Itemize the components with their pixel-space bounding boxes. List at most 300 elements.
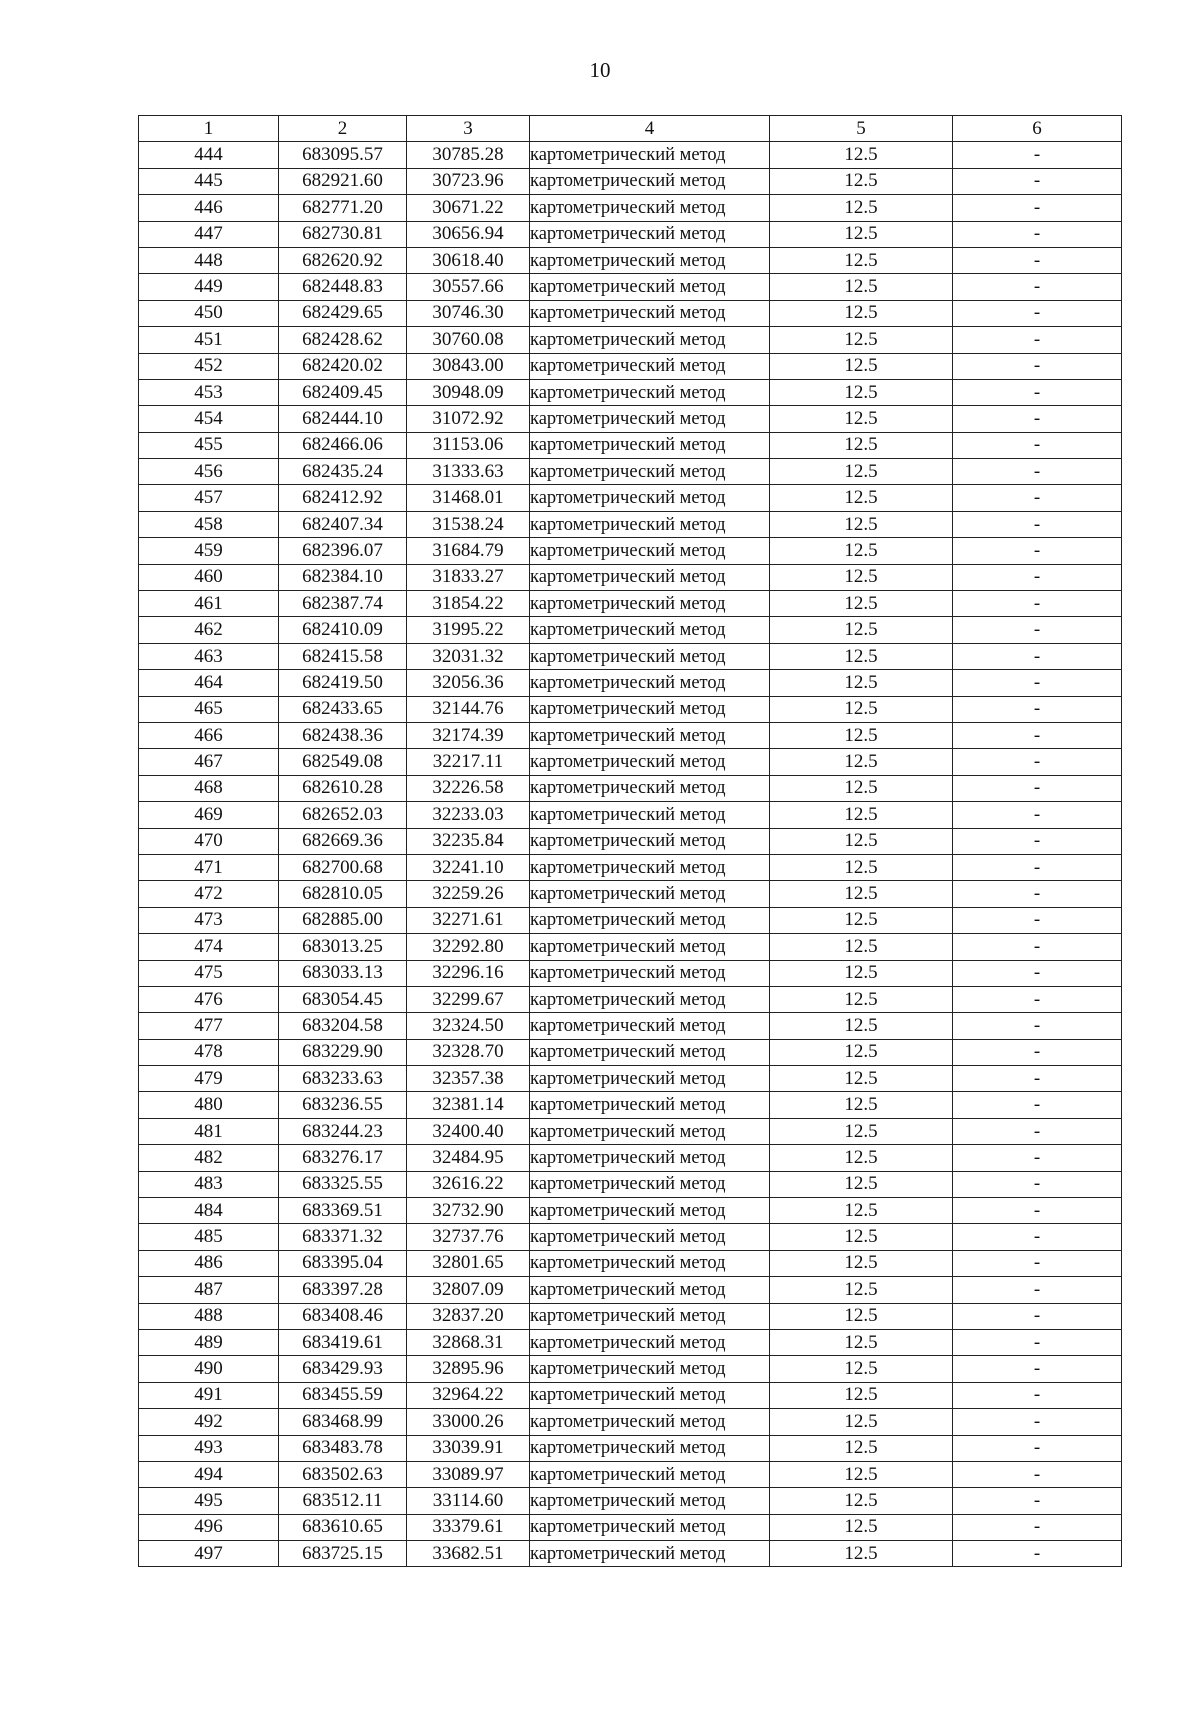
- y-coordinate-cell: 33000.26: [407, 1409, 530, 1435]
- table-row: [139, 1066, 1122, 1092]
- note-cell: -: [953, 274, 1122, 300]
- table-row: [139, 327, 1122, 353]
- note-cell: -: [953, 1198, 1122, 1224]
- accuracy-cell: 12.5: [770, 643, 953, 669]
- method-cell: картометрический метод: [530, 960, 770, 986]
- method-cell: картометрический метод: [530, 1198, 770, 1224]
- x-coordinate-cell: 682466.06: [279, 432, 407, 458]
- y-coordinate-cell: 30656.94: [407, 221, 530, 247]
- y-coordinate-cell: 32868.31: [407, 1329, 530, 1355]
- x-coordinate-cell: 683408.46: [279, 1303, 407, 1329]
- note-cell: -: [953, 1514, 1122, 1540]
- method-cell: картометрический метод: [530, 1013, 770, 1039]
- accuracy-cell: 12.5: [770, 591, 953, 617]
- table-row: [139, 617, 1122, 643]
- note-cell: -: [953, 670, 1122, 696]
- accuracy-cell: 12.5: [770, 960, 953, 986]
- x-coordinate-cell: 682771.20: [279, 195, 407, 221]
- x-coordinate-cell: 683502.63: [279, 1461, 407, 1487]
- accuracy-cell: 12.5: [770, 274, 953, 300]
- table-row: [139, 274, 1122, 300]
- y-coordinate-cell: 33089.97: [407, 1461, 530, 1487]
- point-number-cell: 485: [139, 1224, 279, 1250]
- y-coordinate-cell: 30948.09: [407, 379, 530, 405]
- note-cell: -: [953, 1488, 1122, 1514]
- x-coordinate-cell: 683244.23: [279, 1118, 407, 1144]
- x-coordinate-cell: 682652.03: [279, 802, 407, 828]
- y-coordinate-cell: 31468.01: [407, 485, 530, 511]
- point-number-cell: 477: [139, 1013, 279, 1039]
- table-row: [139, 432, 1122, 458]
- note-cell: -: [953, 485, 1122, 511]
- note-cell: -: [953, 379, 1122, 405]
- point-number-cell: 497: [139, 1541, 279, 1567]
- x-coordinate-cell: 683397.28: [279, 1277, 407, 1303]
- table-row: [139, 168, 1122, 194]
- y-coordinate-cell: 32259.26: [407, 881, 530, 907]
- point-number-cell: 457: [139, 485, 279, 511]
- y-coordinate-cell: 32226.58: [407, 775, 530, 801]
- note-cell: -: [953, 934, 1122, 960]
- table-row: [139, 960, 1122, 986]
- note-cell: -: [953, 1303, 1122, 1329]
- note-cell: -: [953, 511, 1122, 537]
- accuracy-cell: 12.5: [770, 1461, 953, 1487]
- note-cell: -: [953, 1382, 1122, 1408]
- point-number-cell: 463: [139, 643, 279, 669]
- table-row: [139, 353, 1122, 379]
- y-coordinate-cell: 32616.22: [407, 1171, 530, 1197]
- table-row: [139, 1250, 1122, 1276]
- point-number-cell: 462: [139, 617, 279, 643]
- method-cell: картометрический метод: [530, 168, 770, 194]
- x-coordinate-cell: 682428.62: [279, 327, 407, 353]
- note-cell: -: [953, 1224, 1122, 1250]
- note-cell: -: [953, 195, 1122, 221]
- accuracy-cell: 12.5: [770, 564, 953, 590]
- x-coordinate-cell: 683468.99: [279, 1409, 407, 1435]
- table-row: [139, 485, 1122, 511]
- y-coordinate-cell: 32324.50: [407, 1013, 530, 1039]
- y-coordinate-cell: 32241.10: [407, 854, 530, 880]
- x-coordinate-cell: 682409.45: [279, 379, 407, 405]
- point-number-cell: 464: [139, 670, 279, 696]
- point-number-cell: 448: [139, 247, 279, 273]
- note-cell: -: [953, 802, 1122, 828]
- y-coordinate-cell: 32801.65: [407, 1250, 530, 1276]
- y-coordinate-cell: 32357.38: [407, 1066, 530, 1092]
- accuracy-cell: 12.5: [770, 775, 953, 801]
- note-cell: -: [953, 749, 1122, 775]
- table-row: [139, 538, 1122, 564]
- point-number-cell: 470: [139, 828, 279, 854]
- method-cell: картометрический метод: [530, 300, 770, 326]
- note-cell: -: [953, 1541, 1122, 1567]
- method-cell: картометрический метод: [530, 459, 770, 485]
- x-coordinate-cell: 683395.04: [279, 1250, 407, 1276]
- table-row: [139, 1541, 1122, 1567]
- method-cell: картометрический метод: [530, 1066, 770, 1092]
- point-number-cell: 479: [139, 1066, 279, 1092]
- y-coordinate-cell: 30618.40: [407, 247, 530, 273]
- method-cell: картометрический метод: [530, 617, 770, 643]
- method-cell: картометрический метод: [530, 195, 770, 221]
- x-coordinate-cell: 682448.83: [279, 274, 407, 300]
- method-cell: картометрический метод: [530, 327, 770, 353]
- note-cell: -: [953, 459, 1122, 485]
- x-coordinate-cell: 682387.74: [279, 591, 407, 617]
- table-row: [139, 459, 1122, 485]
- note-cell: -: [953, 1250, 1122, 1276]
- accuracy-cell: 12.5: [770, 1145, 953, 1171]
- x-coordinate-cell: 683455.59: [279, 1382, 407, 1408]
- x-coordinate-cell: 683371.32: [279, 1224, 407, 1250]
- x-coordinate-cell: 682921.60: [279, 168, 407, 194]
- x-coordinate-cell: 682412.92: [279, 485, 407, 511]
- table-row: [139, 564, 1122, 590]
- note-cell: -: [953, 406, 1122, 432]
- note-cell: -: [953, 1145, 1122, 1171]
- note-cell: -: [953, 432, 1122, 458]
- x-coordinate-cell: 682433.65: [279, 696, 407, 722]
- x-coordinate-cell: 682620.92: [279, 247, 407, 273]
- point-number-cell: 496: [139, 1514, 279, 1540]
- note-cell: -: [953, 907, 1122, 933]
- point-number-cell: 465: [139, 696, 279, 722]
- y-coordinate-cell: 31333.63: [407, 459, 530, 485]
- method-cell: картометрический метод: [530, 802, 770, 828]
- method-cell: картометрический метод: [530, 1224, 770, 1250]
- point-number-cell: 486: [139, 1250, 279, 1276]
- method-cell: картометрический метод: [530, 221, 770, 247]
- table-row: [139, 1435, 1122, 1461]
- table-row: [139, 934, 1122, 960]
- note-cell: -: [953, 960, 1122, 986]
- accuracy-cell: 12.5: [770, 406, 953, 432]
- method-cell: картометрический метод: [530, 1409, 770, 1435]
- x-coordinate-cell: 682730.81: [279, 221, 407, 247]
- accuracy-cell: 12.5: [770, 1039, 953, 1065]
- accuracy-cell: 12.5: [770, 907, 953, 933]
- y-coordinate-cell: 31995.22: [407, 617, 530, 643]
- method-cell: картометрический метод: [530, 485, 770, 511]
- method-cell: картометрический метод: [530, 670, 770, 696]
- accuracy-cell: 12.5: [770, 854, 953, 880]
- point-number-cell: 488: [139, 1303, 279, 1329]
- point-number-cell: 494: [139, 1461, 279, 1487]
- x-coordinate-cell: 683276.17: [279, 1145, 407, 1171]
- y-coordinate-cell: 32235.84: [407, 828, 530, 854]
- accuracy-cell: 12.5: [770, 986, 953, 1012]
- accuracy-cell: 12.5: [770, 670, 953, 696]
- point-number-cell: 495: [139, 1488, 279, 1514]
- method-cell: картометрический метод: [530, 379, 770, 405]
- accuracy-cell: 12.5: [770, 511, 953, 537]
- x-coordinate-cell: 683095.57: [279, 142, 407, 168]
- table-row: [139, 1039, 1122, 1065]
- x-coordinate-cell: 683325.55: [279, 1171, 407, 1197]
- note-cell: -: [953, 168, 1122, 194]
- y-coordinate-cell: 32732.90: [407, 1198, 530, 1224]
- point-number-cell: 492: [139, 1409, 279, 1435]
- method-cell: картометрический метод: [530, 1435, 770, 1461]
- method-cell: картометрический метод: [530, 511, 770, 537]
- column-header: 5: [770, 116, 953, 142]
- note-cell: -: [953, 1461, 1122, 1487]
- note-cell: -: [953, 1409, 1122, 1435]
- note-cell: -: [953, 696, 1122, 722]
- y-coordinate-cell: 30671.22: [407, 195, 530, 221]
- table-row: [139, 1461, 1122, 1487]
- accuracy-cell: 12.5: [770, 1066, 953, 1092]
- method-cell: картометрический метод: [530, 406, 770, 432]
- x-coordinate-cell: 682438.36: [279, 722, 407, 748]
- accuracy-cell: 12.5: [770, 1356, 953, 1382]
- point-number-cell: 493: [139, 1435, 279, 1461]
- x-coordinate-cell: 682435.24: [279, 459, 407, 485]
- table-row: [139, 221, 1122, 247]
- method-cell: картометрический метод: [530, 1329, 770, 1355]
- y-coordinate-cell: 31833.27: [407, 564, 530, 590]
- note-cell: -: [953, 617, 1122, 643]
- method-cell: картометрический метод: [530, 881, 770, 907]
- note-cell: -: [953, 1118, 1122, 1144]
- x-coordinate-cell: 682429.65: [279, 300, 407, 326]
- table-row: [139, 986, 1122, 1012]
- method-cell: картометрический метод: [530, 353, 770, 379]
- method-cell: картометрический метод: [530, 828, 770, 854]
- point-number-cell: 466: [139, 722, 279, 748]
- note-cell: -: [953, 327, 1122, 353]
- y-coordinate-cell: 30557.66: [407, 274, 530, 300]
- note-cell: -: [953, 881, 1122, 907]
- method-cell: картометрический метод: [530, 1488, 770, 1514]
- y-coordinate-cell: 31153.06: [407, 432, 530, 458]
- note-cell: -: [953, 1356, 1122, 1382]
- y-coordinate-cell: 31684.79: [407, 538, 530, 564]
- x-coordinate-cell: 682444.10: [279, 406, 407, 432]
- note-cell: -: [953, 300, 1122, 326]
- page-number: 10: [589, 58, 611, 82]
- y-coordinate-cell: 32271.61: [407, 907, 530, 933]
- table-row: [139, 300, 1122, 326]
- x-coordinate-cell: 683054.45: [279, 986, 407, 1012]
- method-cell: картометрический метод: [530, 643, 770, 669]
- y-coordinate-cell: 32381.14: [407, 1092, 530, 1118]
- table-row: [139, 591, 1122, 617]
- accuracy-cell: 12.5: [770, 1435, 953, 1461]
- table-row: [139, 1013, 1122, 1039]
- y-coordinate-cell: 33114.60: [407, 1488, 530, 1514]
- point-number-cell: 476: [139, 986, 279, 1012]
- method-cell: картометрический метод: [530, 696, 770, 722]
- point-number-cell: 444: [139, 142, 279, 168]
- table-row: [139, 142, 1122, 168]
- column-header: 1: [139, 116, 279, 142]
- table-row: [139, 1488, 1122, 1514]
- x-coordinate-cell: 683204.58: [279, 1013, 407, 1039]
- point-number-cell: 483: [139, 1171, 279, 1197]
- point-number-cell: 461: [139, 591, 279, 617]
- point-number-cell: 482: [139, 1145, 279, 1171]
- note-cell: -: [953, 353, 1122, 379]
- accuracy-cell: 12.5: [770, 1409, 953, 1435]
- y-coordinate-cell: 32737.76: [407, 1224, 530, 1250]
- accuracy-cell: 12.5: [770, 1488, 953, 1514]
- table-row: [139, 1224, 1122, 1250]
- method-cell: картометрический метод: [530, 591, 770, 617]
- table-body: [139, 142, 1122, 1567]
- method-cell: картометрический метод: [530, 934, 770, 960]
- method-cell: картометрический метод: [530, 1145, 770, 1171]
- y-coordinate-cell: 32328.70: [407, 1039, 530, 1065]
- table-row: [139, 1514, 1122, 1540]
- y-coordinate-cell: 31854.22: [407, 591, 530, 617]
- table-row: [139, 406, 1122, 432]
- table-row: [139, 195, 1122, 221]
- point-number-cell: 471: [139, 854, 279, 880]
- y-coordinate-cell: 32837.20: [407, 1303, 530, 1329]
- table-row: [139, 802, 1122, 828]
- y-coordinate-cell: 30746.30: [407, 300, 530, 326]
- y-coordinate-cell: 30843.00: [407, 353, 530, 379]
- point-number-cell: 484: [139, 1198, 279, 1224]
- note-cell: -: [953, 142, 1122, 168]
- x-coordinate-cell: 683725.15: [279, 1541, 407, 1567]
- note-cell: -: [953, 564, 1122, 590]
- accuracy-cell: 12.5: [770, 538, 953, 564]
- x-coordinate-cell: 682669.36: [279, 828, 407, 854]
- point-number-cell: 453: [139, 379, 279, 405]
- point-number-cell: 489: [139, 1329, 279, 1355]
- table-row: [139, 881, 1122, 907]
- table-row: [139, 247, 1122, 273]
- note-cell: -: [953, 1092, 1122, 1118]
- method-cell: картометрический метод: [530, 274, 770, 300]
- point-number-cell: 452: [139, 353, 279, 379]
- table-row: [139, 1171, 1122, 1197]
- table-row: [139, 828, 1122, 854]
- x-coordinate-cell: 683610.65: [279, 1514, 407, 1540]
- point-number-cell: 474: [139, 934, 279, 960]
- table-row: [139, 1145, 1122, 1171]
- column-header: 6: [953, 116, 1122, 142]
- accuracy-cell: 12.5: [770, 881, 953, 907]
- accuracy-cell: 12.5: [770, 696, 953, 722]
- column-header: 2: [279, 116, 407, 142]
- y-coordinate-cell: 31538.24: [407, 511, 530, 537]
- note-cell: -: [953, 1277, 1122, 1303]
- y-coordinate-cell: 32807.09: [407, 1277, 530, 1303]
- y-coordinate-cell: 32217.11: [407, 749, 530, 775]
- method-cell: картометрический метод: [530, 1461, 770, 1487]
- accuracy-cell: 12.5: [770, 353, 953, 379]
- table-header-row: [139, 116, 1122, 142]
- point-number-cell: 468: [139, 775, 279, 801]
- note-cell: -: [953, 775, 1122, 801]
- x-coordinate-cell: 682415.58: [279, 643, 407, 669]
- x-coordinate-cell: 682396.07: [279, 538, 407, 564]
- table-row: [139, 696, 1122, 722]
- x-coordinate-cell: 682610.28: [279, 775, 407, 801]
- accuracy-cell: 12.5: [770, 195, 953, 221]
- accuracy-cell: 12.5: [770, 722, 953, 748]
- accuracy-cell: 12.5: [770, 1277, 953, 1303]
- note-cell: -: [953, 854, 1122, 880]
- accuracy-cell: 12.5: [770, 828, 953, 854]
- accuracy-cell: 12.5: [770, 934, 953, 960]
- point-number-cell: 446: [139, 195, 279, 221]
- y-coordinate-cell: 33682.51: [407, 1541, 530, 1567]
- accuracy-cell: 12.5: [770, 1514, 953, 1540]
- method-cell: картометрический метод: [530, 722, 770, 748]
- table-row: [139, 1303, 1122, 1329]
- table-row: [139, 1356, 1122, 1382]
- table-row: [139, 1382, 1122, 1408]
- note-cell: -: [953, 643, 1122, 669]
- accuracy-cell: 12.5: [770, 221, 953, 247]
- table-row: [139, 854, 1122, 880]
- accuracy-cell: 12.5: [770, 1224, 953, 1250]
- point-number-cell: 473: [139, 907, 279, 933]
- table-row: [139, 670, 1122, 696]
- column-header: 3: [407, 116, 530, 142]
- method-cell: картометрический метод: [530, 854, 770, 880]
- x-coordinate-cell: 682885.00: [279, 907, 407, 933]
- y-coordinate-cell: 30723.96: [407, 168, 530, 194]
- accuracy-cell: 12.5: [770, 459, 953, 485]
- point-number-cell: 449: [139, 274, 279, 300]
- x-coordinate-cell: 682410.09: [279, 617, 407, 643]
- y-coordinate-cell: 32233.03: [407, 802, 530, 828]
- point-number-cell: 460: [139, 564, 279, 590]
- x-coordinate-cell: 682810.05: [279, 881, 407, 907]
- x-coordinate-cell: 682384.10: [279, 564, 407, 590]
- point-number-cell: 447: [139, 221, 279, 247]
- note-cell: -: [953, 1435, 1122, 1461]
- point-number-cell: 491: [139, 1382, 279, 1408]
- y-coordinate-cell: 32895.96: [407, 1356, 530, 1382]
- table-row: [139, 1118, 1122, 1144]
- accuracy-cell: 12.5: [770, 379, 953, 405]
- method-cell: картометрический метод: [530, 1118, 770, 1144]
- table-row: [139, 1198, 1122, 1224]
- method-cell: картометрический метод: [530, 1382, 770, 1408]
- note-cell: -: [953, 986, 1122, 1012]
- y-coordinate-cell: 32484.95: [407, 1145, 530, 1171]
- method-cell: картометрический метод: [530, 1303, 770, 1329]
- table-row: [139, 379, 1122, 405]
- accuracy-cell: 12.5: [770, 802, 953, 828]
- accuracy-cell: 12.5: [770, 327, 953, 353]
- x-coordinate-cell: 682407.34: [279, 511, 407, 537]
- point-number-cell: 490: [139, 1356, 279, 1382]
- method-cell: картометрический метод: [530, 986, 770, 1012]
- method-cell: картометрический метод: [530, 1514, 770, 1540]
- x-coordinate-cell: 682420.02: [279, 353, 407, 379]
- note-cell: -: [953, 1039, 1122, 1065]
- x-coordinate-cell: 683033.13: [279, 960, 407, 986]
- table-row: [139, 749, 1122, 775]
- accuracy-cell: 12.5: [770, 1329, 953, 1355]
- point-number-cell: 450: [139, 300, 279, 326]
- y-coordinate-cell: 32144.76: [407, 696, 530, 722]
- x-coordinate-cell: 683369.51: [279, 1198, 407, 1224]
- x-coordinate-cell: 683512.11: [279, 1488, 407, 1514]
- x-coordinate-cell: 683483.78: [279, 1435, 407, 1461]
- accuracy-cell: 12.5: [770, 1198, 953, 1224]
- y-coordinate-cell: 32174.39: [407, 722, 530, 748]
